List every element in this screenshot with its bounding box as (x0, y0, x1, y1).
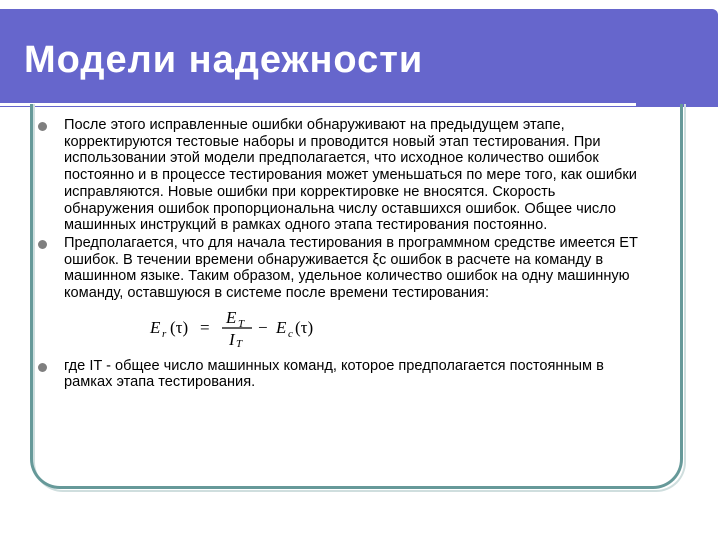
bullet-text: Предполагается, что для начала тестирования в программном средстве имеется ЕТ ошибок. В течении времени обнаруживается ξс ошибок в расчете на команду в машинном языке. Таким образом, удельное количество ошибок на одну машинную команду, оставшуюся в системе после времени тестирования: (64, 234, 638, 302)
formula-num-sub: T (238, 317, 245, 330)
formula-num-symbol: E (226, 307, 237, 327)
bullet-dot-icon (38, 122, 47, 131)
bullet-item (38, 358, 648, 391)
formula-lhs-symbol: E (150, 317, 161, 337)
formula-equals: = (200, 317, 210, 337)
bullet-dot-icon (38, 363, 47, 372)
formula-den-sub: T (236, 337, 243, 348)
formula-minus: − (258, 317, 268, 337)
bullet-item (38, 235, 648, 302)
formula-den-symbol: I (229, 329, 235, 348)
formula-rhs-symbol: E (276, 317, 287, 337)
formula-rhs-sub: c (288, 327, 293, 340)
formula-lhs-sub: r (162, 327, 167, 340)
bullet-item (38, 117, 648, 234)
slide-title: Модели надежности (24, 39, 424, 81)
formula-lhs-arg: (τ) (170, 317, 189, 337)
bullet-text: После этого исправленные ошибки обнаруживают на предыдущем этапе, корректируются тестовые наборы и проводится новый этап тестирования. При использовании этой модели предполагается, что исходное количество ошибок постоянно и в процессе тестирования может уменьшаться по мере того, как ошибки исправляются. Новые ошибки при корректировке не вносятся. Скорость обнаружения ошибок пропорциональна числу оставшихся ошибок. Общее число машинных инструкций в рамках одного этапа тестирования постоянно. (64, 117, 637, 234)
bullet-dot-icon (38, 240, 47, 249)
formula (38, 306, 648, 346)
title-bar (0, 9, 718, 107)
formula-rhs-arg: (τ) (295, 317, 314, 337)
bullet-text: где IT - общее число машинных команд, которое предполагается постоянным в рамках этапа тестирования. (64, 357, 604, 391)
formula-svg (148, 306, 408, 348)
slide-content (38, 117, 648, 391)
